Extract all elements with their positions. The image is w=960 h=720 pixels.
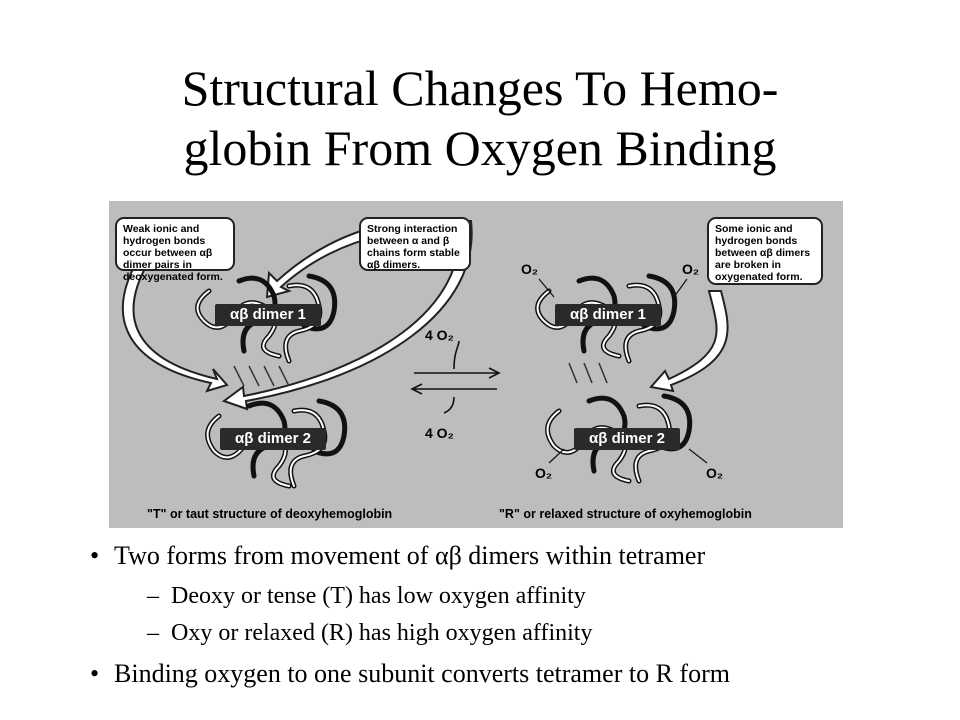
sub-bullet-oxy bbox=[147, 619, 592, 647]
sub-bullet-text: Oxy or relaxed (R) has high oxygen affinity bbox=[171, 620, 593, 646]
callout-arrow-right bbox=[651, 291, 728, 391]
callout-broken-bonds: Some ionic and hydrogen bonds between αβ dimers are broken in oxygenated form. bbox=[707, 217, 823, 285]
r-state-bond-dashes bbox=[569, 363, 607, 383]
oxygen-in-label: 4 O₂ bbox=[425, 327, 454, 343]
r-state-dimer-1-label: αβ dimer 1 bbox=[555, 304, 661, 326]
bullet-binding-oxygen bbox=[90, 659, 730, 689]
slide-title-line-2: globin From Oxygen Binding bbox=[183, 120, 777, 176]
o2-label-top-right: O₂ bbox=[682, 261, 700, 277]
o2-label-top-left: O₂ bbox=[521, 261, 539, 277]
t-state-bond-dashes bbox=[234, 366, 289, 386]
bullet-two-forms bbox=[90, 541, 705, 571]
r-state-dimer-2-label: αβ dimer 2 bbox=[574, 428, 680, 450]
equilibrium-arrows bbox=[412, 341, 499, 413]
bullet-text: Two forms from movement of αβ dimers within tetramer bbox=[114, 541, 706, 570]
sub-bullet-deoxy bbox=[147, 582, 586, 610]
t-state-dimer-2-label: αβ dimer 2 bbox=[220, 428, 326, 450]
slide-title bbox=[0, 58, 960, 178]
sub-bullet-marker: – bbox=[147, 583, 159, 609]
bullet-marker: • bbox=[90, 541, 100, 570]
bullet-text: Binding oxygen to one subunit converts tetramer to R form bbox=[114, 659, 730, 688]
sub-bullet-marker: – bbox=[147, 620, 159, 646]
o2-label-bottom-left: O₂ bbox=[535, 465, 553, 481]
o2-label-bottom-right: O₂ bbox=[706, 465, 724, 481]
bullet-marker: • bbox=[90, 659, 100, 688]
oxygen-out-label: 4 O₂ bbox=[425, 425, 454, 441]
callout-strong-interaction: Strong interaction between α and β chains form stable αβ dimers. bbox=[359, 217, 471, 271]
t-state-dimer-1-label: αβ dimer 1 bbox=[215, 304, 321, 326]
caption-t-structure: "T" or taut structure of deoxyhemoglobin bbox=[147, 507, 393, 521]
hemoglobin-figure bbox=[109, 201, 843, 528]
callout-weak-bonds: Weak ionic and hydrogen bonds occur between αβ dimer pairs in deoxygenated form. bbox=[115, 217, 235, 271]
sub-bullet-text: Deoxy or tense (T) has low oxygen affinity bbox=[171, 583, 586, 609]
caption-r-structure: "R" or relaxed structure of oxyhemoglobin bbox=[499, 507, 752, 521]
slide-title-line-1: Structural Changes To Hemo- bbox=[181, 60, 779, 116]
